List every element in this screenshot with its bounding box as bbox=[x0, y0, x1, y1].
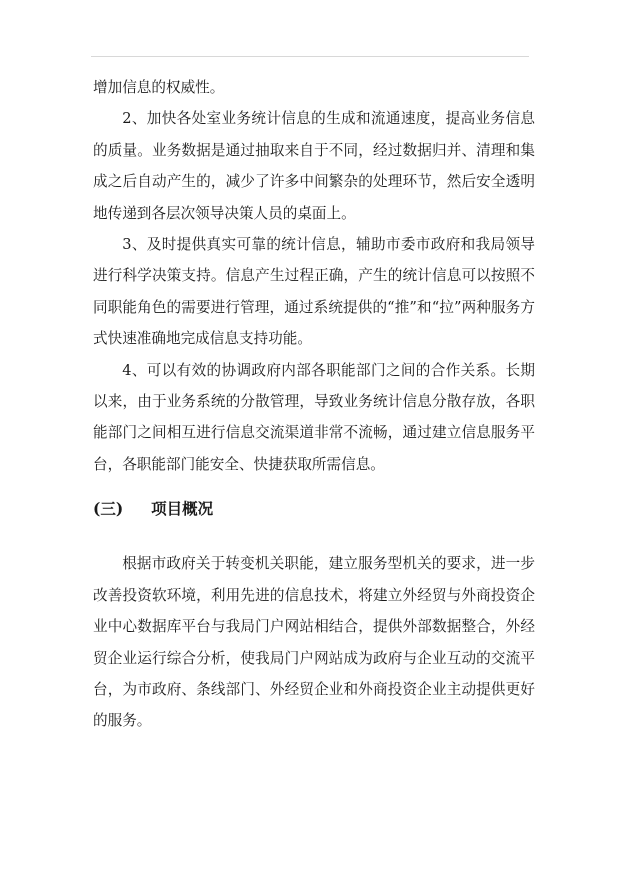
section-title: 项目概况 bbox=[151, 499, 214, 519]
paragraph-continuation: 增加信息的权威性。 bbox=[93, 79, 225, 96]
paragraph-project-overview: 根据市政府关于转变机关职能，建立服务型机关的要求，进一步改善投资软环境，利用先进的信息技术，将建立外经贸与外商投资企业中心数据库平台与我局门户网站相结合，提供外部数据整合，外经贸企业运行综合分析，使我局门户网站成为政府与企业互动的交流平台，为市政府、条线部门、外经贸企业和外商投资企业主动提供更好的服务。 bbox=[93, 555, 535, 730]
paragraph-item-2: 2、加快各处室业务统计信息的生成和流通速度，提高业务信息的质量。业务数据是通过抽取来自于不同，经过数据归并、清理和集成之后自动产生的，减少了许多中间繁杂的处理环节，然后安全透明地传递到各层次领导决策人员的桌面上。 bbox=[93, 110, 535, 222]
paragraph-item-4: 4、可以有效的协调政府内部各职能部门之间的合作关系。长期以来，由于业务系统的分散管理，导致业务统计信息分散存放，各职能部门之间相互进行信息交流渠道非常不流畅，通过建立信息服务平台，各职能部门能安全、快捷获取所需信息。 bbox=[93, 361, 535, 473]
paragraph-item-3: 3、及时提供真实可靠的统计信息，辅助市委市政府和我局领导进行科学决策支持。信息产生过程正确，产生的统计信息可以按照不同职能角色的需要进行管理，通过系统提供的“推”和“拉”两种服务方式快速准确地完成信息支持功能。 bbox=[93, 236, 535, 348]
page-header-rule bbox=[91, 56, 529, 57]
document-body bbox=[93, 72, 535, 737]
section-heading bbox=[93, 494, 535, 524]
section-number: (三) bbox=[93, 499, 124, 519]
